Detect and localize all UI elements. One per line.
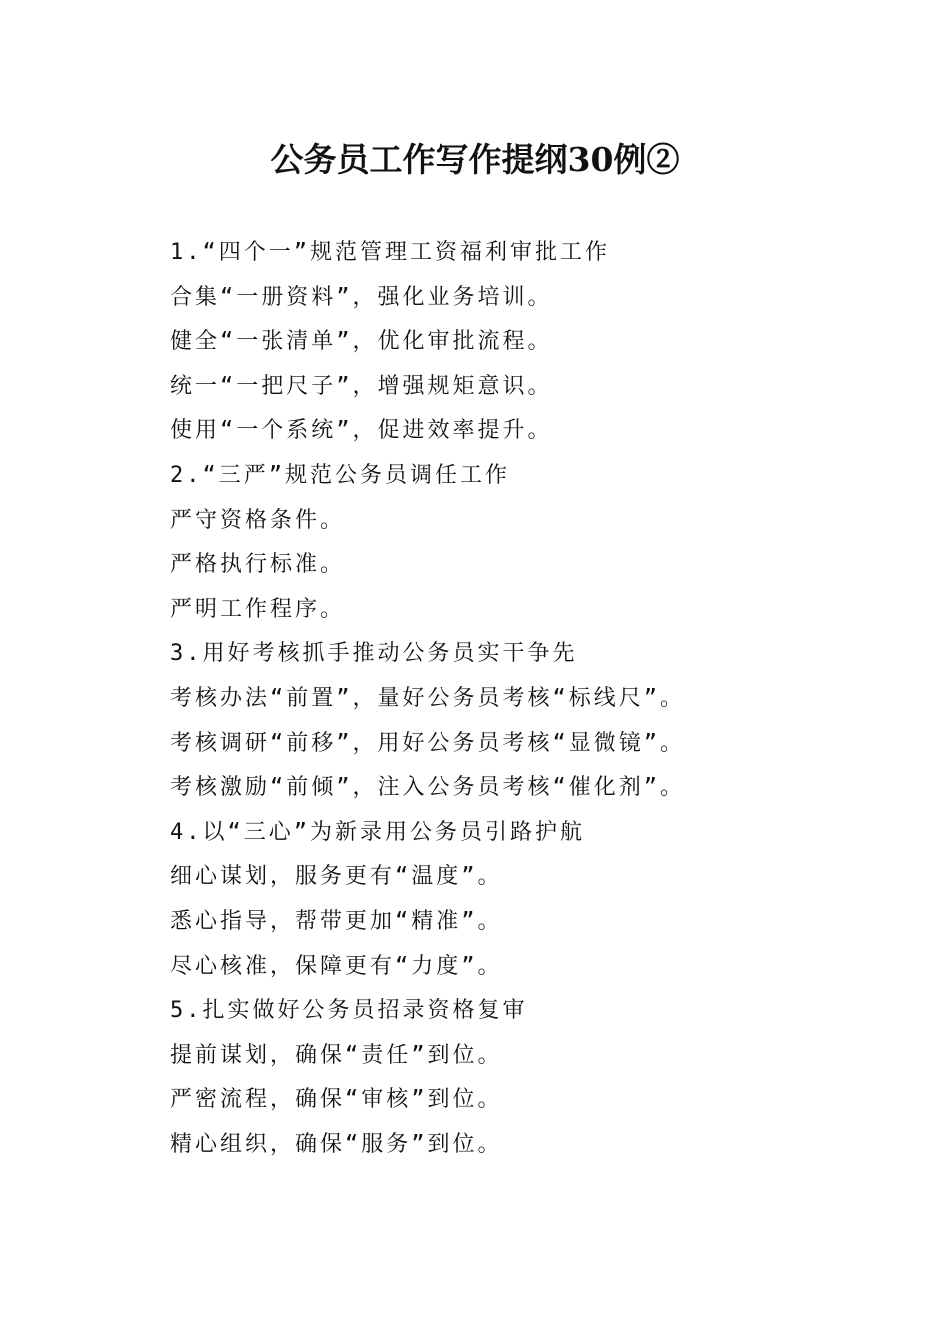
outline-heading-3: 3.用好考核抓手推动公务员实干争先 xyxy=(170,641,578,667)
outline-line: 健全“一张清单”，优化审批流程。 xyxy=(170,329,553,355)
outline-line: 合集“一册资料”，强化业务培训。 xyxy=(170,284,553,310)
outline-line: 统一“一把尺子”，增强规矩意识。 xyxy=(170,373,553,399)
outline-line: 考核办法“前置”，量好公务员考核“标线尺”。 xyxy=(170,685,685,711)
outline-line: 严明工作程序。 xyxy=(170,596,346,622)
outline-heading-4: 4.以“三心”为新录用公务员引路护航 xyxy=(170,819,585,845)
outline-line: 尽心核准，保障更有“力度”。 xyxy=(170,953,503,979)
outline-heading-1: 1.“四个一”规范管理工资福利审批工作 xyxy=(170,240,610,265)
outline-line: 严守资格条件。 xyxy=(170,507,346,533)
outline-line: 使用“一个系统”，促进效率提升。 xyxy=(170,418,553,444)
outline-line: 严密流程，确保“审核”到位。 xyxy=(170,1087,503,1113)
outline-heading-2: 2.“三严”规范公务员调任工作 xyxy=(170,462,510,488)
outline-heading-5: 5.扎实做好公务员招录资格复审 xyxy=(170,998,528,1024)
outline-line: 细心谋划，服务更有“温度”。 xyxy=(170,864,503,890)
outline-line: 严格执行标准。 xyxy=(170,552,346,578)
outline-line: 提前谋划，确保“责任”到位。 xyxy=(170,1042,503,1068)
document-title: 公务员工作写作提纲30例② xyxy=(270,140,680,179)
outline-body xyxy=(170,231,870,1167)
outline-line: 精心组织，确保“服务”到位。 xyxy=(170,1131,503,1157)
outline-line: 考核调研“前移”，用好公务员考核“显微镜”。 xyxy=(170,730,685,756)
outline-line: 考核激励“前倾”，注入公务员考核“催化剂”。 xyxy=(170,775,685,801)
outline-line: 悉心指导，帮带更加“精准”。 xyxy=(170,908,503,934)
